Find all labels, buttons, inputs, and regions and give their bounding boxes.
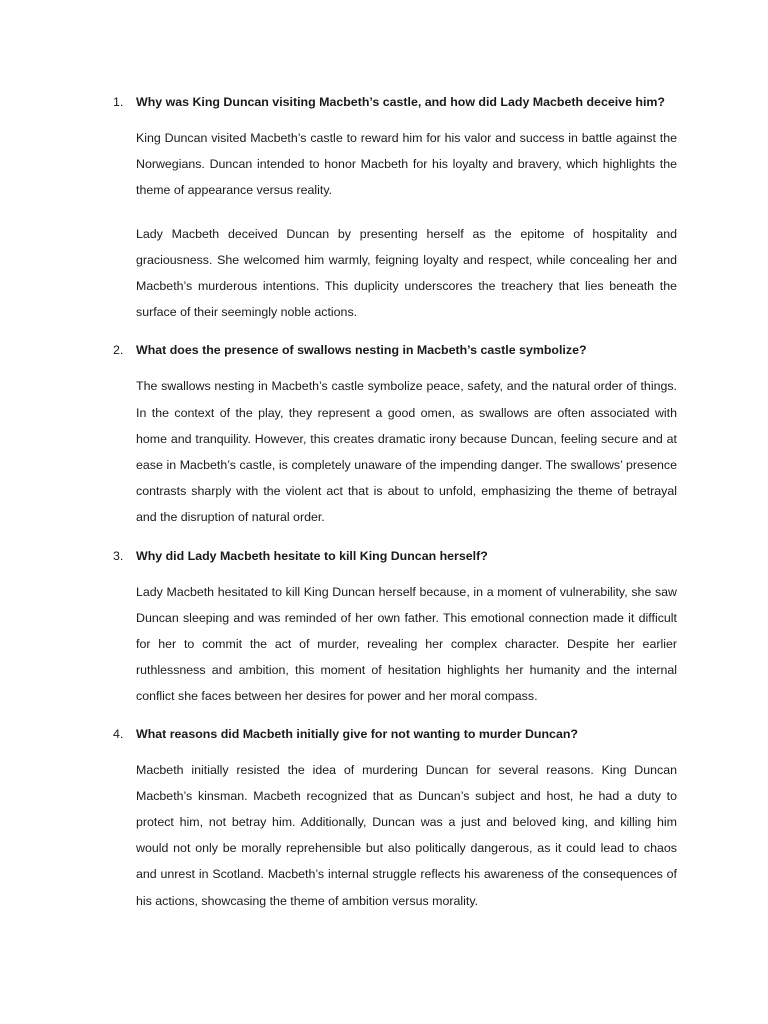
question-number: 1. [113,95,124,109]
question-number: 4. [113,726,124,741]
question-number: 2. [113,343,124,358]
question-item-2 [0,339,768,530]
question-heading [0,545,768,567]
answer-paragraph: Lady Macbeth deceived Duncan by presenting herself as the epitome of hospitality and graciousness. She welcomed him warmly, feigning loyalty and respect, while concealing her and Macbeth’s murderous intentions. This duplicity underscores the treachery that lies beneath the surface of their seemingly noble actions. [136,226,677,320]
question-text: Why did Lady Macbeth hesitate to kill King Duncan herself? [136,548,488,563]
question-number: 3. [113,548,124,563]
question-text: What does the presence of swallows nesting in Macbeth’s castle symbolize? [136,343,587,358]
answer-paragraph: Lady Macbeth hesitated to kill King Duncan herself because, in a moment of vulnerability, she saw Duncan sleeping and was reminded of her own father. This emotional connection made it difficult for her to commit the act of murder, revealing her complex character. Despite her earlier ruthlessness and ambition, this moment of hesitation highlights her humanity and the internal conflict she faces between her desires for power and her moral compass. [136,584,677,704]
answer-paragraph: Macbeth initially resisted the idea of murdering Duncan for several reasons. King Duncan Macbeth’s kinsman. Macbeth recognized that as Duncan’s subject and host, he had a duty to protect him, not betray him. Additionally, Duncan was a just and beloved king, and killing him would not only be morally reprehensible but also politically dangerous, as it could lead to chaos and unrest in Scotland. Macbeth’s internal struggle reflects his awareness of the consequences of his actions, showcasing the theme of ambition versus morality. [136,762,677,908]
question-heading [0,723,768,745]
question-heading [0,339,768,361]
question-item-4 [0,723,768,914]
question-item-1 [0,91,768,325]
question-heading [0,91,768,113]
question-text: What reasons did Macbeth initially give for not wanting to murder Duncan? [136,726,578,741]
question-item-3 [0,545,768,710]
answer-paragraph: King Duncan visited Macbeth’s castle to reward him for his valor and success in battle against the Norwegians. Duncan intended to honor Macbeth for his loyalty and bravery, which highlights the theme of appearance versus reality. [136,131,677,198]
question-answer-list [0,91,768,914]
answer-paragraph: The swallows nesting in Macbeth’s castle symbolize peace, safety, and the natural order of things. In the context of the play, they represent a good omen, as swallows are often associated with home and tranquility. However, this creates dramatic irony because Duncan, feeling secure and at ease in Macbeth’s castle, is completely unaware of the impending danger. The swallows’ presence contrasts sharply with the violent act that is about to unfold, emphasizing the theme of betrayal and the disruption of natural order. [136,379,677,525]
question-text: Why was King Duncan visiting Macbeth’s castle, and how did Lady Macbeth deceive him? [136,95,665,109]
